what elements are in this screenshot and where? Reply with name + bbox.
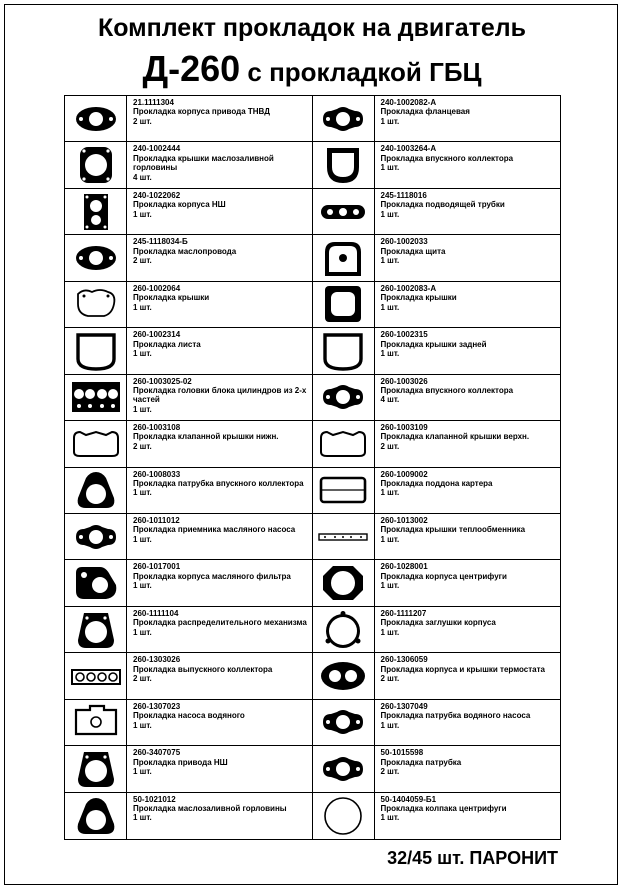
part-name: Прокладка клапанной крышки верхн. <box>380 432 530 442</box>
part-number: 260-1111207 <box>380 608 427 618</box>
part-quantity: 1 шт. <box>380 720 400 730</box>
triangle-ring-icon <box>70 796 122 836</box>
gasket-info <box>375 235 561 280</box>
part-number: 260-1111104 <box>133 608 179 618</box>
gasket-picture <box>65 793 127 839</box>
gasket-item <box>313 328 561 374</box>
part-quantity: 1 шт. <box>133 488 152 498</box>
gasket-item <box>65 328 313 374</box>
gasket-picture <box>65 189 127 234</box>
part-name: Прокладка колпака центрифуги <box>380 803 507 813</box>
gasket-item <box>313 746 561 792</box>
part-quantity: 2 шт. <box>133 441 152 451</box>
part-number: 260-1011012 <box>133 515 180 525</box>
gasket-picture <box>313 746 375 791</box>
gasket-item <box>313 560 561 606</box>
part-name: Прокладка патрубка водяного насоса <box>380 711 531 721</box>
gasket-picture <box>313 793 375 839</box>
valve-cover-gasket-icon <box>317 424 369 464</box>
part-quantity: 1 шт. <box>133 813 152 823</box>
gasket-picture <box>313 653 375 698</box>
gasket-info <box>375 700 561 745</box>
gasket-picture <box>65 235 127 280</box>
part-number: 260-1017001 <box>133 562 181 572</box>
gasket-picture <box>313 607 375 652</box>
valve-cover-gasket-icon <box>70 424 122 464</box>
rounded-square-ring-icon <box>70 145 122 185</box>
part-quantity: 4 шт. <box>133 172 152 182</box>
gasket-picture <box>313 142 375 187</box>
part-name: Прокладка крышки маслозаливной горловины <box>133 153 274 173</box>
part-name: Прокладка щита <box>380 246 446 256</box>
gasket-info <box>127 700 312 745</box>
gasket-info <box>375 282 561 327</box>
part-number: 260-1002083-А <box>380 283 437 293</box>
part-quantity: 2 шт. <box>133 116 152 126</box>
part-quantity: 2 шт. <box>380 766 400 776</box>
part-name: Прокладка привода НШ <box>133 757 228 767</box>
part-name: Прокладка клапанной крышки нижн. <box>133 432 279 442</box>
gasket-picture <box>65 514 127 559</box>
exhaust-manifold-icon <box>70 656 122 696</box>
tall-plate-icon <box>70 192 122 232</box>
oil-pan-gasket-icon <box>317 470 369 510</box>
part-name: Прокладка корпуса и крышки термостата <box>380 664 545 674</box>
part-name: Прокладка поддона картера <box>380 478 493 488</box>
part-number: 260-1003108 <box>133 423 181 433</box>
part-number: 260-1028001 <box>380 562 428 572</box>
part-quantity: 1 шт. <box>380 813 400 823</box>
gasket-item <box>313 96 561 142</box>
flange-oval-icon <box>317 377 369 417</box>
filter-housing-icon <box>70 563 122 603</box>
gasket-item <box>65 421 313 467</box>
gasket-item <box>313 189 561 235</box>
u-frame-icon <box>70 331 122 371</box>
part-quantity: 1 шт. <box>380 488 400 498</box>
gasket-picture <box>313 700 375 745</box>
part-name: Прокладка впускного коллектора <box>380 153 514 163</box>
gasket-item <box>313 468 561 514</box>
part-number: 260-1003109 <box>380 423 428 433</box>
engine-model: Д-260 <box>142 48 241 89</box>
gasket-item <box>65 700 313 746</box>
octagon-ring-icon <box>317 563 369 603</box>
gasket-info <box>127 653 312 698</box>
gasket-info <box>375 653 561 698</box>
bell-gasket-icon <box>70 749 122 789</box>
gasket-item <box>65 746 313 792</box>
part-quantity: 2 шт. <box>133 674 152 684</box>
gasket-info <box>127 793 312 839</box>
gasket-item <box>65 514 313 560</box>
gasket-info <box>375 328 561 373</box>
bell-gasket-icon <box>70 610 122 650</box>
flange-oval-icon <box>70 517 122 557</box>
part-name: Прокладка корпуса масляного фильтра <box>133 571 291 581</box>
gasket-info <box>127 514 312 559</box>
gasket-picture <box>65 560 127 605</box>
part-quantity: 1 шт. <box>133 209 152 219</box>
gasket-picture <box>313 96 375 141</box>
part-quantity: 1 шт. <box>380 534 400 544</box>
part-name: Прокладка патрубка <box>380 757 462 767</box>
gasket-info <box>127 746 312 791</box>
part-name: Прокладка корпуса НШ <box>133 200 226 210</box>
part-quantity: 1 шт. <box>133 720 152 730</box>
page-subtitle <box>0 48 624 90</box>
gasket-item <box>65 607 313 653</box>
gasket-picture <box>65 328 127 373</box>
part-number: 245-1118016 <box>380 190 427 200</box>
u-frame-icon <box>317 331 369 371</box>
part-quantity: 1 шт. <box>133 404 152 414</box>
thin-ring-icon <box>317 796 369 836</box>
gasket-item <box>65 468 313 514</box>
gasket-picture <box>313 468 375 513</box>
part-quantity: 1 шт. <box>380 302 400 312</box>
part-quantity: 1 шт. <box>380 116 400 126</box>
part-name: Прокладка распределительного механизма <box>133 618 307 628</box>
gasket-info <box>127 560 312 605</box>
gasket-picture <box>313 560 375 605</box>
gasket-item <box>313 653 561 699</box>
gasket-item <box>313 793 561 839</box>
gasket-picture <box>313 514 375 559</box>
oval-ring-icon <box>70 238 122 278</box>
gasket-info <box>375 746 561 791</box>
thin-outline-icon <box>70 284 122 324</box>
gasket-info <box>127 607 312 652</box>
part-name: Прокладка подводящей трубки <box>380 200 505 210</box>
cylinder-head-gasket-icon <box>70 377 122 417</box>
part-name: Прокладка насоса водяного <box>133 711 245 721</box>
part-number: 260-3407075 <box>133 748 181 758</box>
gasket-item <box>313 700 561 746</box>
part-number: 260-1003025-02 <box>133 376 192 386</box>
part-number: 260-1002315 <box>380 330 428 340</box>
gasket-item <box>313 514 561 560</box>
gasket-item <box>313 375 561 421</box>
part-quantity: 1 шт. <box>380 627 400 637</box>
flange-oval-icon <box>317 99 369 139</box>
gasket-info <box>375 421 561 466</box>
part-number: 21.1111304 <box>133 98 174 107</box>
part-name: Прокладка выпускного коллектора <box>133 664 273 674</box>
gasket-item <box>65 793 313 839</box>
part-quantity: 1 шт. <box>133 349 152 358</box>
gasket-picture <box>65 375 127 420</box>
gasket-item <box>313 282 561 328</box>
part-number: 260-1002314 <box>133 330 181 340</box>
pump-gasket-icon <box>70 702 122 742</box>
gasket-picture <box>65 468 127 513</box>
gasket-info <box>375 96 561 141</box>
part-quantity: 1 шт. <box>133 302 152 312</box>
part-quantity: 1 шт. <box>133 766 152 776</box>
part-quantity: 1 шт. <box>380 581 400 591</box>
part-name: Прокладка крышки <box>133 293 210 303</box>
part-name: Прокладка маслопровода <box>133 246 237 256</box>
gasket-picture <box>313 282 375 327</box>
part-number: 240-1002444 <box>133 144 181 154</box>
gasket-picture <box>65 653 127 698</box>
part-name: Прокладка заглушки корпуса <box>380 618 496 628</box>
part-quantity: 1 шт. <box>380 349 400 358</box>
gasket-item <box>313 235 561 281</box>
part-number: 260-1013002 <box>380 515 428 525</box>
page-title: Комплект прокладок на двигатель <box>97 14 527 42</box>
gasket-picture <box>65 746 127 791</box>
gasket-picture <box>65 142 127 187</box>
gasket-item <box>65 189 313 235</box>
gasket-item <box>65 96 313 142</box>
gasket-info <box>375 560 561 605</box>
gasket-info <box>375 793 561 839</box>
cover-plate-icon <box>317 238 369 278</box>
part-name: Прокладка головки блока цилиндров из 2-х частей <box>133 386 307 405</box>
part-number: 260-1307049 <box>380 701 428 711</box>
gasket-info <box>375 142 561 187</box>
part-name: Прокладка фланцевая <box>380 107 470 117</box>
gasket-info <box>127 96 312 141</box>
part-name: Прокладка впускного коллектора <box>380 386 514 396</box>
gasket-info <box>127 421 312 466</box>
gasket-item <box>65 375 313 421</box>
gasket-item <box>313 607 561 653</box>
gasket-picture <box>313 235 375 280</box>
gasket-info <box>127 468 312 513</box>
part-number: 260-1307023 <box>133 701 181 711</box>
part-quantity: 1 шт. <box>380 209 400 219</box>
shield-gasket-icon <box>317 145 369 185</box>
part-name: Прокладка крышки теплообменника <box>380 525 526 535</box>
part-number: 50-1015598 <box>380 748 424 758</box>
gasket-info <box>127 235 312 280</box>
part-quantity: 1 шт. <box>380 256 400 266</box>
triangle-ring-icon <box>70 470 122 510</box>
part-number: 240-1022062 <box>133 190 181 200</box>
gasket-item <box>313 142 561 188</box>
part-number: 260-1008033 <box>133 469 181 479</box>
gasket-info <box>127 142 312 187</box>
gasket-picture <box>313 328 375 373</box>
part-quantity: 1 шт. <box>380 163 400 173</box>
subtitle-rest: с прокладкой ГБЦ <box>240 57 482 87</box>
part-number: 260-1009002 <box>380 469 428 479</box>
part-number: 240-1003264-А <box>380 144 437 154</box>
flange-oval-icon <box>317 749 369 789</box>
gasket-info <box>375 468 561 513</box>
part-name: Прокладка маслозаливной горловины <box>133 803 287 813</box>
gasket-picture <box>65 282 127 327</box>
part-number: 240-1002082-А <box>380 98 437 107</box>
part-quantity: 2 шт. <box>133 256 152 266</box>
oval-ring-icon <box>70 99 122 139</box>
gasket-picture <box>65 421 127 466</box>
part-quantity: 1 шт. <box>133 534 152 544</box>
gasket-picture <box>65 96 127 141</box>
part-name: Прокладка крышки задней <box>380 339 487 349</box>
part-number: 260-1003026 <box>380 376 428 386</box>
part-quantity: 4 шт. <box>380 395 400 405</box>
part-number: 260-1306059 <box>380 655 428 665</box>
part-quantity: 2 шт. <box>380 674 400 684</box>
gasket-info <box>127 375 312 420</box>
part-quantity: 2 шт. <box>380 441 400 451</box>
triple-hole-strip-icon <box>317 192 369 232</box>
gasket-info <box>375 514 561 559</box>
gasket-catalog <box>64 95 561 840</box>
gasket-item <box>65 653 313 699</box>
gasket-item <box>313 421 561 467</box>
part-number: 260-1002033 <box>380 237 428 247</box>
gasket-picture <box>313 189 375 234</box>
gasket-info <box>375 607 561 652</box>
long-strip-icon <box>317 517 369 557</box>
flange-oval-icon <box>317 702 369 742</box>
gasket-item <box>65 235 313 281</box>
gasket-picture <box>65 607 127 652</box>
gasket-info <box>375 375 561 420</box>
part-name: Прокладка корпуса привода ТНВД <box>133 107 270 117</box>
gasket-info <box>127 328 312 373</box>
part-name: Прокладка приемника масляного насоса <box>133 525 296 535</box>
part-number: 260-1303026 <box>133 655 181 665</box>
kit-summary: 32/45 шт. ПАРОНИТ <box>387 848 558 868</box>
part-number: 260-1002064 <box>133 283 181 293</box>
gasket-item <box>65 142 313 188</box>
gasket-info <box>127 189 312 234</box>
round-ring-icon <box>317 610 369 650</box>
part-name: Прокладка корпуса центрифуги <box>380 571 507 581</box>
part-number: 245-1118034-Б <box>133 237 188 247</box>
part-quantity: 1 шт. <box>133 581 152 591</box>
gasket-item <box>65 282 313 328</box>
part-quantity: 1 шт. <box>133 627 152 637</box>
part-number: 50-1021012 <box>133 794 176 804</box>
gasket-item <box>65 560 313 606</box>
gasket-picture <box>313 375 375 420</box>
gasket-info <box>127 282 312 327</box>
square-frame-icon <box>317 284 369 324</box>
gasket-picture <box>65 700 127 745</box>
double-hole-oval-icon <box>317 656 369 696</box>
part-name: Прокладка листа <box>133 339 201 349</box>
part-name: Прокладка патрубка впускного коллектора <box>133 478 304 488</box>
gasket-info <box>375 189 561 234</box>
part-number: 50-1404059-Б1 <box>380 794 437 804</box>
gasket-picture <box>313 421 375 466</box>
part-name: Прокладка крышки <box>380 293 457 303</box>
